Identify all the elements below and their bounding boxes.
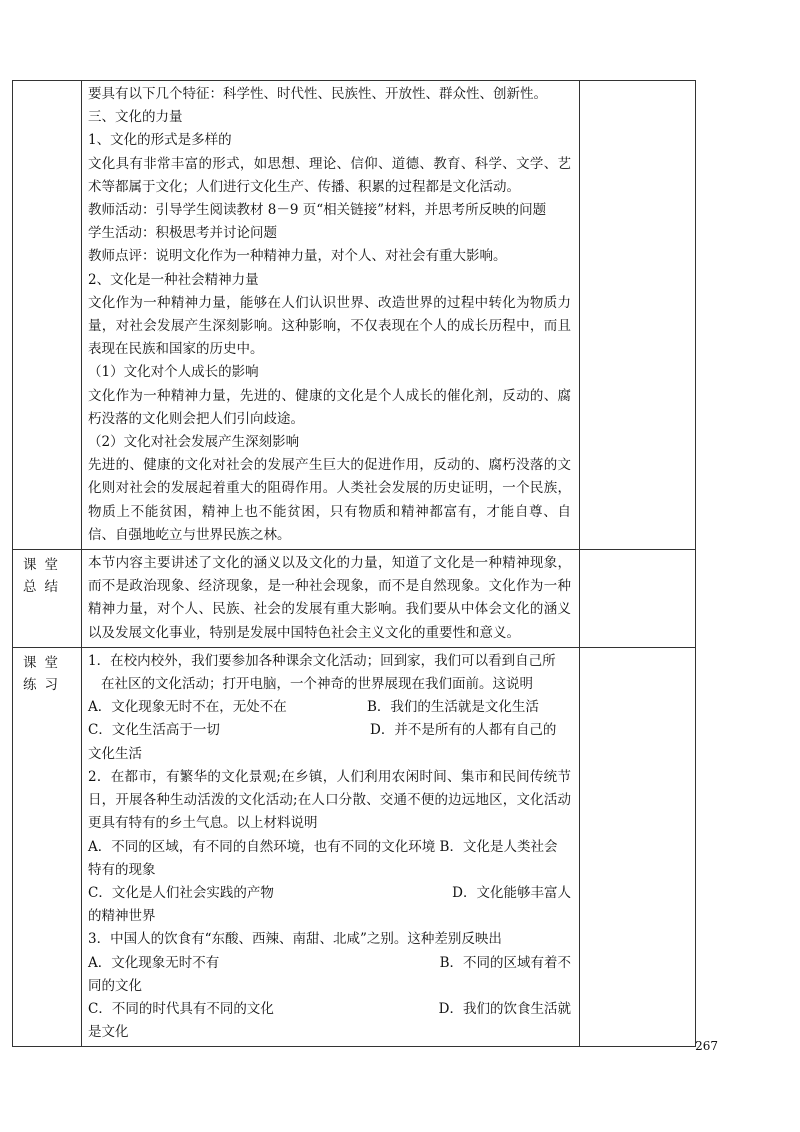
option-c: C．文化是人们社会实践的产物 — [88, 884, 274, 901]
question-2-stem: 2．在都市，有繁华的文化景观;在乡镇，人们利用农闲时间、集市和民间传统节日，开展各种生动活泼的文化活动;在人口分散、交通不便的边远地区，文化活动更具有特有的乡土气息。以上材料说明 — [88, 768, 571, 832]
paragraph: 文化作为一种精神力量，先进的、健康的文化是个人成长的催化剂，反动的、腐朽没落的文化则会把人们引向歧途。 — [88, 387, 571, 427]
row-label — [13, 81, 81, 85]
row-label-summary: 课堂总结 — [23, 557, 66, 596]
section-heading: 三、文化的力量 — [88, 109, 183, 126]
question-3-options-cd — [88, 998, 571, 1021]
option-b-cont: 特有的现象 — [88, 861, 156, 878]
sub-heading: 2、文化是一种社会精神力量 — [88, 271, 259, 288]
page-number: 267 — [695, 1039, 718, 1053]
row-label-cell — [13, 550, 82, 648]
notes-cell — [580, 81, 696, 550]
paragraph: 文化作为一种精神力量，能够在人们认识世界、改造世界的过程中转化为物质力量，对社会发展产生深刻影响。这种影响，不仅表现在个人的成长历程中，而且表现在民族和国家的历史中。 — [88, 294, 571, 358]
question-1-stem: 1．在校内校外，我们要参加各种课余文化活动；回到家，我们可以看到自己所 — [88, 652, 556, 669]
option-d: D．我们的饮食生活就 — [438, 1000, 571, 1017]
option-a: A．文化现象无时不在，无处不在 — [88, 699, 287, 716]
option-d-cont: 文化生活 — [88, 745, 142, 762]
question-1-stem-cont: 在社区的文化活动；打开电脑，一个神奇的世界展现在我们面前。这说明 — [101, 676, 533, 693]
question-1-options-ab — [88, 696, 571, 719]
option-c: C．文化生活高于一切 — [88, 722, 220, 739]
question-2-options-ab: A．不同的区域，有不同的自然环境，也有不同的文化环境 B．文化是人类社会 — [88, 838, 558, 855]
main-content — [82, 81, 579, 549]
notes-cell — [580, 647, 696, 1046]
lesson-plan-table — [12, 80, 696, 1047]
option-b: B．不同的区域有着不 — [439, 954, 571, 971]
summary-content — [82, 550, 579, 647]
option-d-cont: 的精神世界 — [88, 908, 156, 925]
teacher-comment: 教师点评：说明文化作为一种精神力量，对个人、对社会有重大影响。 — [88, 248, 507, 265]
table-row-practice — [13, 647, 696, 1046]
question-2-options-cd — [88, 882, 571, 905]
content-cell — [82, 81, 580, 550]
option-d: D．并不是所有的人都有自己的 — [370, 722, 557, 739]
text-line: 要具有以下几个特征：科学性、时代性、民族性、开放性、群众性、创新性。 — [88, 86, 547, 102]
practice-content — [82, 648, 579, 1046]
option-a: A．文化现象无时不有 — [88, 954, 220, 971]
sub-point-heading: （1）文化对个人成长的影响 — [88, 364, 259, 381]
row-label-cell — [13, 647, 82, 1046]
option-b-cont: 同的文化 — [88, 977, 142, 994]
question-1-options-cd — [88, 719, 571, 742]
row-label-cell — [13, 81, 82, 550]
paragraph: 文化具有非常丰富的形式，如思想、理论、信仰、道德、教育、科学、文学、艺术等都属于文化；人们进行文化生产、传播、积累的过程都是文化活动。 — [88, 155, 571, 195]
notes-cell — [580, 550, 696, 648]
sub-heading: 1、文化的形式是多样的 — [88, 132, 232, 149]
content-cell — [82, 550, 580, 648]
paragraph: 先进的、健康的文化对社会的发展产生巨大的促进作用，反动的、腐朽没落的文化则对社会的发展起着重大的阻碍作用。人类社会发展的历史证明，一个民族，物质上不能贫困，精神上也不能贫困，只有物质和精神都富有，才能自尊、自信、自强地屹立与世界民族之林。 — [88, 457, 571, 543]
option-d: D．文化能够丰富人 — [452, 884, 571, 901]
row-label-practice: 课堂练习 — [23, 654, 66, 693]
teacher-activity: 教师活动：引导学生阅读教材 8－9 页“相关链接”材料，并思考所反映的问题 — [88, 202, 547, 219]
student-activity: 学生活动：积极思考并讨论问题 — [88, 225, 277, 242]
option-b: B．我们的生活就是文化生活 — [367, 699, 539, 716]
option-c: C．不同的时代具有不同的文化 — [88, 1000, 274, 1017]
table-row-content — [13, 81, 696, 550]
table-row-summary — [13, 550, 696, 648]
question-3-stem: 3．中国人的饮食有“东酸、西辣、南甜、北咸”之别。这种差别反映出 — [88, 931, 502, 948]
summary-text: 本节内容主要讲述了文化的涵义以及文化的力量，知道了文化是一种精神现象，而不是政治现象、经济现象，是一种社会现象，而不是自然现象。文化作为一种精神力量，对个人、民族、社会的发展有重大影响。我们要从中体会文化的涵义以及发展文化事业，特别是发展中国特色社会主义文化的重要性和意义。 — [88, 555, 571, 641]
content-cell — [82, 647, 580, 1046]
option-d-cont: 是文化 — [88, 1024, 129, 1041]
question-3-options-ab — [88, 952, 571, 975]
sub-point-heading: （2）文化对社会发展产生深刻影响 — [88, 434, 300, 451]
